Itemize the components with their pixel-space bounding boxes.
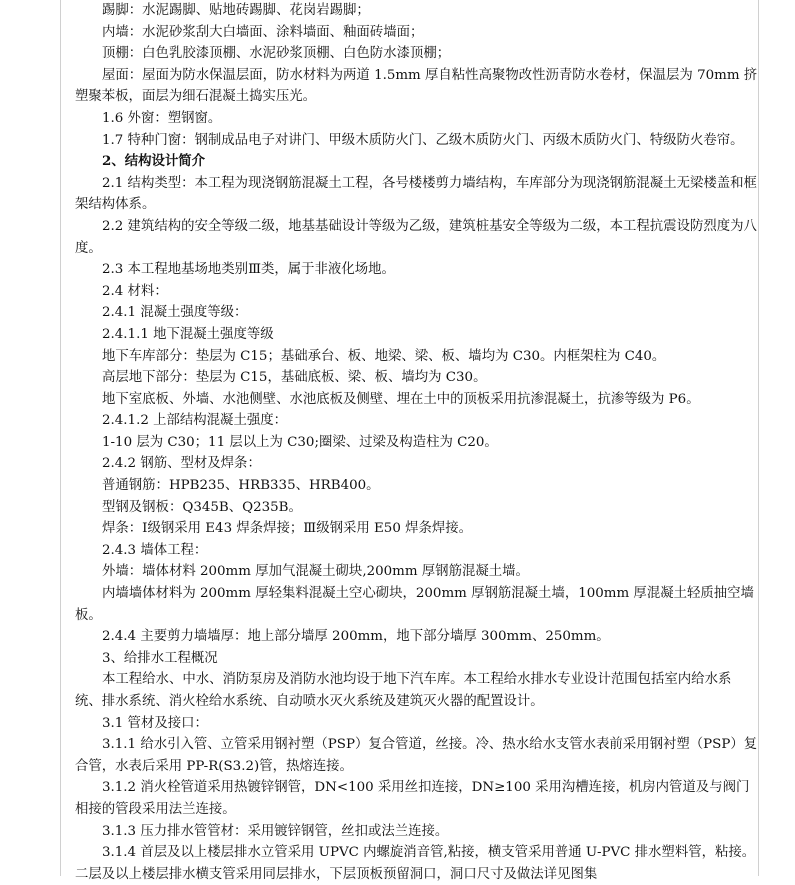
document-paragraph: 内墙：水泥砂浆刮大白墙面、涂料墙面、釉面砖墙面； — [102, 24, 424, 40]
section-heading: 2、结构设计简介 — [102, 153, 206, 170]
document-paragraph: 2.1 结构类型：本工程为现浇钢筋混凝土工程，各号楼楼剪力墙结构，车库部分为现浇钢筋混凝土无梁楼盖和框架结构体系。 — [75, 175, 757, 213]
document-paragraph: 2.3 本工程地基场地类别Ⅲ类，属于非液化场地。 — [102, 262, 395, 278]
page-margin-line-left — [60, 0, 61, 876]
document-paragraph: 本工程给水、中水、消防泵房及消防水池均设于地下汽车库。本工程给水排水专业设计范围包括室内给水系统、排水系统、消火栓给水系统、自动喷水灭火系统及建筑灭火器的配置设计。 — [75, 672, 732, 709]
document-paragraph: 2.4 材料： — [102, 283, 168, 299]
document-paragraph: 3.1 管材及接口： — [102, 715, 208, 731]
document-paragraph: 2.4.1.2 上部结构混凝土强度： — [102, 413, 288, 429]
document-paragraph: 2.4.1.1 地下混凝土强度等级 — [102, 326, 274, 342]
document-paragraph: 1-10 层为 C30；11 层以上为 C30;圈梁、过梁及构造柱为 C20。 — [102, 434, 498, 450]
document-paragraph: 2.4.3 墙体工程： — [102, 542, 208, 558]
document-body — [75, 0, 758, 885]
document-paragraph: 顶棚：白色乳胶漆顶棚、水泥砂浆顶棚、白色防水漆顶棚； — [102, 46, 451, 62]
document-paragraph: 1.6 外窗：塑钢窗。 — [102, 110, 222, 126]
page-margin-line-right — [758, 0, 759, 876]
document-paragraph: 焊条：Ⅰ级钢采用 E43 焊条焊接；Ⅲ级钢采用 E50 焊条焊接。 — [102, 521, 473, 537]
document-paragraph: 高层地下部分：垫层为 C15，基础底板、梁、板、墙均为 C30。 — [102, 370, 487, 386]
document-paragraph: 3.1.2 消火栓管道采用热镀锌钢管，DN<100 采用丝扣连接，DN≥100 采用沟槽连接，机房内管道及与阀门相接的管段采用法兰连接。 — [75, 780, 750, 817]
document-paragraph: 3、给排水工程概况 — [102, 650, 218, 666]
document-paragraph: 外墙：墙体材料 200mm 厚加气混凝土砌块,200mm 厚钢筋混凝土墙。 — [102, 564, 529, 580]
document-paragraph: 地下室底板、外墙、水池侧壁、水池底板及侧壁、埋在土中的顶板采用抗渗混凝土，抗渗等级为 P6。 — [102, 391, 700, 407]
document-paragraph: 3.1.1 给水引入管、立管采用钢衬塑（PSP）复合管道，丝接。冷、热水给水支管水表前采用钢衬塑（PSP）复合管，水表后采用 PP-R(S3.2)管，热熔连接。 — [75, 737, 758, 774]
document-paragraph: 2.4.4 主要剪力墙墙厚：地上部分墙厚 200mm，地下部分墙厚 300mm、250mm。 — [102, 629, 610, 645]
document-paragraph: 普通钢筋：HPB235、HRB335、HRB400。 — [102, 478, 380, 494]
document-paragraph: 2.4.2 钢筋、型材及焊条： — [102, 456, 261, 472]
document-paragraph: 踢脚：水泥踢脚、贴地砖踢脚、花岗岩踢脚； — [102, 3, 370, 18]
document-paragraph: 型钢及钢板：Q345B、Q235B。 — [102, 499, 302, 515]
document-paragraph: 屋面：屋面为防水保温层面，防水材料为两道 1.5mm 厚自粘性高聚物改性沥青防水卷材，保温层为 70mm 挤塑聚苯板，面层为细石混凝土捣实压光。 — [75, 67, 758, 105]
document-paragraph: 2.4.1 混凝土强度等级： — [102, 305, 248, 321]
document-paragraph: 1.7 特种门窗：钢制成品电子对讲门、甲级木质防火门、乙级木质防火门、丙级木质防火门、特级防火卷帘。 — [102, 132, 744, 148]
document-paragraph: 地下车库部分：垫层为 C15；基础承台、板、地梁、梁、板、墙均为 C30。内框架柱为 C40。 — [102, 348, 666, 364]
document-paragraph: 3.1.3 压力排水管管材：采用镀锌钢管，丝扣或法兰连接。 — [102, 823, 449, 839]
document-paragraph: 2.2 建筑结构的安全等级二级，地基基础设计等级为乙级，建筑桩基安全等级为二级，本工程抗震设防烈度为八度。 — [75, 218, 757, 256]
document-paragraph: 内墙墙体材料为 200mm 厚轻集料混凝土空心砌块，200mm 厚钢筋混凝土墙，100mm 厚混凝土轻质抽空墙板。 — [75, 586, 754, 623]
document-paragraph: 3.1.4 首层及以上楼层排水立管采用 UPVC 内螺旋消音管,粘接，横支管采用普通 U-PVC 排水塑料管，粘接。二层及以上楼层排水横支管采用同层排水，下层顶板预留洞口，洞口尺寸及做法详见图集 — [75, 845, 756, 882]
